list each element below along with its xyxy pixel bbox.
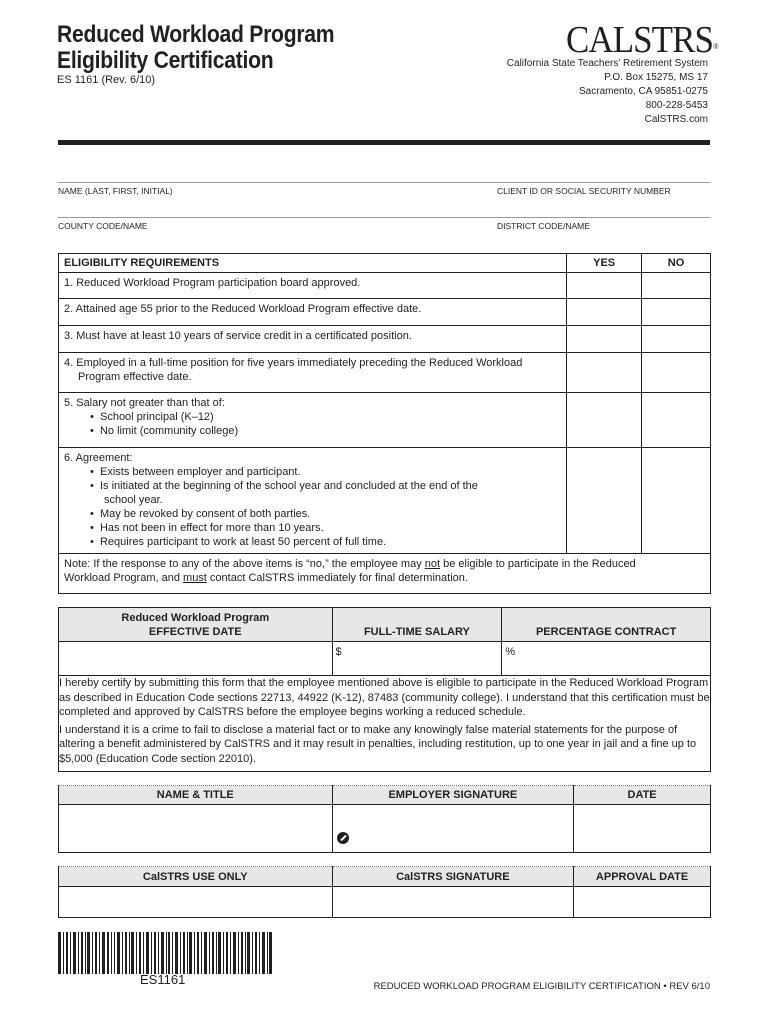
eligibility-requirements-table — [58, 253, 711, 594]
name-title-header: NAME & TITLE — [59, 786, 333, 805]
signature-date-field[interactable] — [574, 805, 711, 853]
name-title-field[interactable] — [59, 805, 333, 853]
no-column-header: NO — [642, 254, 711, 273]
header-divider — [58, 140, 710, 145]
requirement-2-no-box[interactable] — [642, 299, 711, 326]
form-title: Reduced Workload Program Eligibility Certification — [57, 21, 335, 74]
requirement-1: 1. Reduced Workload Program participation board approved. — [59, 273, 567, 299]
requirement-5-yes-box[interactable] — [567, 393, 642, 448]
calstrs-logo: CALSTRS® — [566, 19, 719, 61]
agency-name: California State Teachers’ Retirement System — [506, 58, 708, 69]
percentage-contract-header: PERCENTAGE CONTRACT — [502, 608, 711, 642]
requirement-1-yes-box[interactable] — [567, 273, 642, 299]
requirement-3: 3. Must have at least 10 years of service credit in a certificated position. — [59, 326, 567, 353]
yes-column-header: YES — [567, 254, 642, 273]
barcode-label: ES1161 — [140, 972, 186, 987]
requirement-6: 6. Agreement: • Exists between employer and participant. • Is initiated at the beginning of the school year and concluded at the end of the school year. • May be revoked by consent of both parties. • Has not been in effect for more than 10 years. • Requires participant to work at least 50 percent of full time. — [59, 448, 567, 554]
requirement-5: 5. Salary not greater than that of: • School principal (K–12) • No limit (community college) — [59, 393, 567, 448]
approval-date-header: APPROVAL DATE — [574, 867, 711, 887]
client-id-field-label: CLIENT ID OR SOCIAL SECURITY NUMBER — [497, 186, 671, 196]
requirement-4-no-box[interactable] — [642, 353, 711, 393]
full-time-salary-header: FULL-TIME SALARY — [332, 608, 502, 642]
requirement-1-no-box[interactable] — [642, 273, 711, 299]
employer-signature-table — [58, 785, 711, 853]
footer-text: REDUCED WORKLOAD PROGRAM ELIGIBILITY CERTIFICATION • REV 6/10 — [373, 981, 710, 992]
agency-phone: 800-228-5453 — [645, 100, 708, 111]
calstrs-signature-header: CalSTRS SIGNATURE — [332, 867, 574, 887]
name-field-label: NAME (LAST, FIRST, INITIAL) — [58, 186, 173, 196]
approval-date-field — [574, 887, 711, 918]
requirement-3-no-box[interactable] — [642, 326, 711, 353]
pen-icon[interactable] — [337, 832, 349, 844]
barcode-icon — [58, 932, 272, 974]
calstrs-use-only-field — [59, 887, 333, 918]
certification-statement: I hereby certify by submitting this form that the employee mentioned above is eligible to participate in the Reduced Workload Program as described in Education Code sections 22713, 44922 (K-12), 87483 (community college). I understand that this certification must be completed and approved by CalSTRS before the employee begins working a reduced schedule. I understand it is a crime to fail to disclose a material fact or to make any knowingly false material statements for the purpose of altering a benefit administered by CalSTRS and it may result in penalties, including restitution, up to one year in jail and a fine up to $5,000 (Education Code section 22010). — [59, 676, 711, 772]
effective-date-table — [58, 607, 711, 772]
effective-date-header: Reduced Workload Program EFFECTIVE DATE — [59, 608, 333, 642]
name-line-divider — [58, 182, 710, 183]
signature-date-header: DATE — [574, 786, 711, 805]
requirement-4-yes-box[interactable] — [567, 353, 642, 393]
calstrs-use-only-header: CalSTRS USE ONLY — [59, 867, 333, 887]
employer-signature-header: EMPLOYER SIGNATURE — [332, 786, 574, 805]
full-time-salary-field[interactable]: $ — [332, 642, 502, 676]
requirements-note: Note: If the response to any of the above items is “no,” the employee may not be eligible to participate in the Reduced Workload Program, and must contact CalSTRS immediately for final determination. — [59, 554, 711, 594]
form-number: ES 1161 (Rev. 6/10) — [57, 74, 156, 86]
employer-signature-field[interactable] — [332, 805, 574, 853]
requirement-3-yes-box[interactable] — [567, 326, 642, 353]
district-field-label: DISTRICT CODE/NAME — [497, 221, 590, 231]
requirements-heading: ELIGIBILITY REQUIREMENTS — [59, 254, 567, 273]
calstrs-signature-field — [332, 887, 574, 918]
requirement-2: 2. Attained age 55 prior to the Reduced Workload Program effective date. — [59, 299, 567, 326]
requirement-5-no-box[interactable] — [642, 393, 711, 448]
requirement-6-yes-box[interactable] — [567, 448, 642, 554]
requirement-6-no-box[interactable] — [642, 448, 711, 554]
effective-date-field[interactable] — [59, 642, 333, 676]
county-field-label: COUNTY CODE/NAME — [58, 221, 148, 231]
requirement-2-yes-box[interactable] — [567, 299, 642, 326]
agency-website: CalSTRS.com — [644, 114, 708, 125]
requirement-4: 4. Employed in a full-time position for five years immediately preceding the Reduced Workload Program effective date. — [59, 353, 567, 393]
county-line-divider — [58, 217, 710, 218]
percentage-contract-field[interactable]: % — [502, 642, 711, 676]
agency-address: California State Teachers’ Retirement System P.O. Box 15275, MS 17 Sacramento, CA 95851-0275 800-228-5453 CalSTRS.com — [506, 58, 708, 125]
calstrs-use-only-table — [58, 866, 711, 918]
